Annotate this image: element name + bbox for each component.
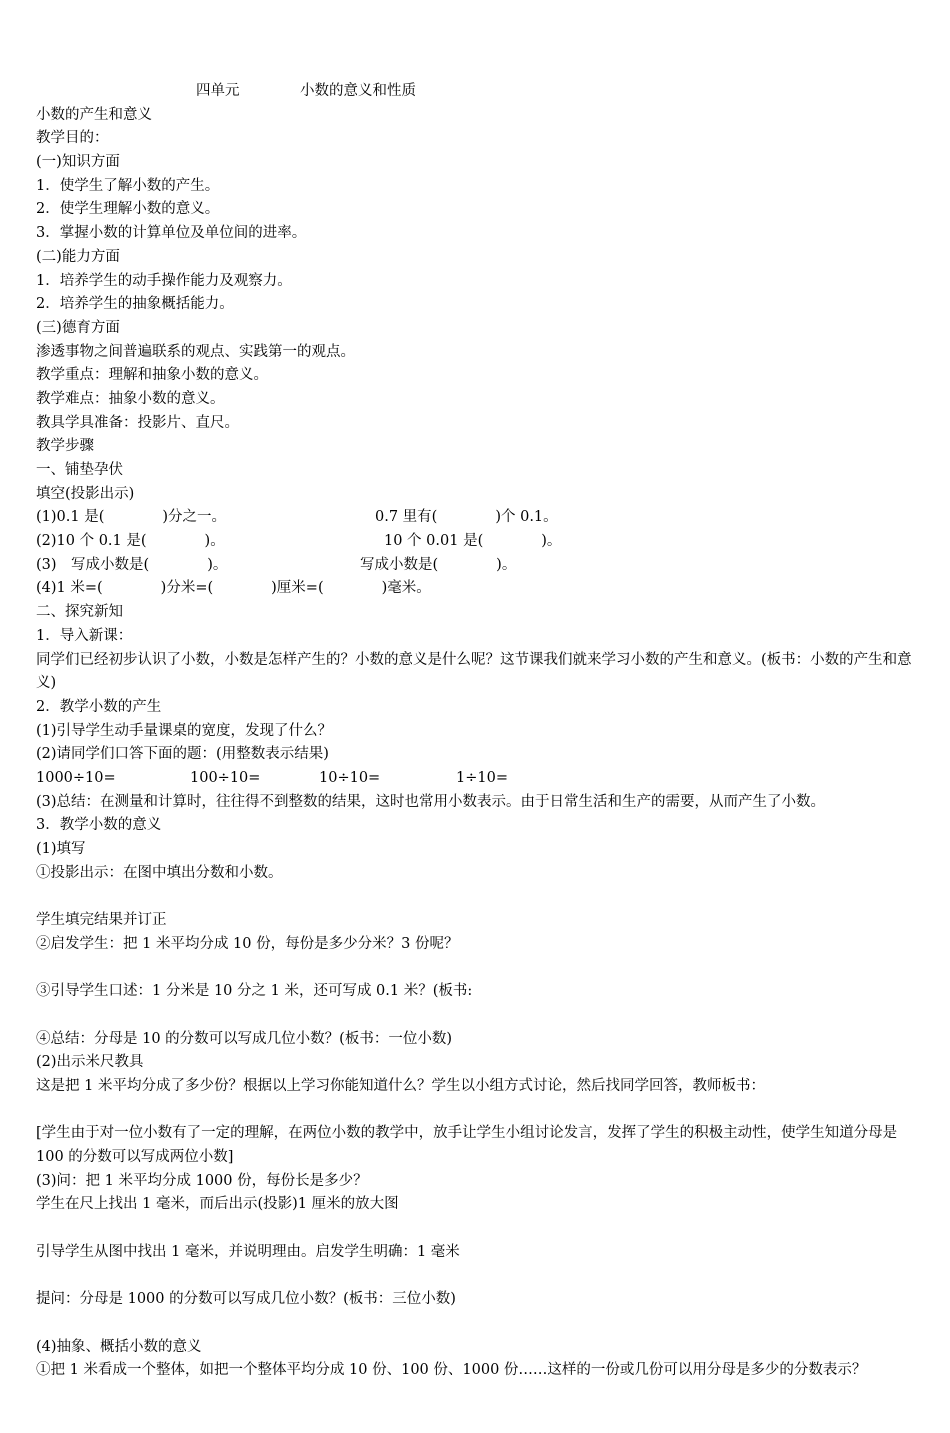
blank-line: [36, 1004, 920, 1028]
text-line: (4)抽象、概括小数的意义: [36, 1338, 202, 1355]
text-line: 学生在尺上找出 1 毫米，而后出示(投影)1 厘米的放大图: [36, 1196, 399, 1213]
text-line: 教具学具准备：投影片、直尺。: [36, 414, 239, 431]
text-line: 这是把 1 米平均分成了多少份？根据以上学习你能知道什么？学生以小组方式讨论，然后找同学回答，教师板书：: [36, 1077, 765, 1094]
title-unit: 四单元: [196, 83, 240, 99]
exercise-item: (3) 写成小数是( )。: [36, 556, 228, 573]
text-line: 1．使学生了解小数的产生。: [36, 177, 220, 194]
text-line: (二)能力方面: [36, 248, 120, 265]
text-line: ②启发学生：把 1 米平均分成 10 份，每份是多少分米？3 份呢？: [36, 935, 459, 952]
title-topic: 小数的意义和性质: [300, 83, 416, 99]
exercise-item: 0.7 里有( )个 0.1。: [375, 509, 558, 526]
text-line: 一、铺垫孕伏: [36, 462, 123, 478]
text-line: (2)请同学们口答下面的题：(用整数表示结果): [36, 746, 329, 763]
document-body: [36, 80, 920, 1383]
exercise-item: (1)0.1 是( )分之一。: [36, 509, 227, 526]
exercise-row: (4)1 米=( )分米=( )厘米=( )毫米。: [36, 580, 431, 597]
exercise-row: [36, 506, 920, 530]
calc-item: 1000÷10=: [36, 769, 116, 786]
blank-line: [36, 1099, 920, 1123]
text-line: 提问：分母是 1000 的分数可以写成几位小数？(板书：三位小数): [36, 1291, 456, 1308]
text-line: 教学重点：理解和抽象小数的意义。: [36, 367, 268, 384]
exercise-item: (2)10 个 0.1 是( )。: [36, 533, 225, 550]
text-line: 二、探究新知: [36, 604, 123, 621]
text-line: 1．培养学生的动手操作能力及观察力。: [36, 272, 292, 289]
text-line: 填空(投影出示): [36, 485, 135, 502]
text-line: 2．使学生理解小数的意义。: [36, 201, 220, 218]
text-line: 教学步骤: [36, 438, 94, 455]
calc-item: 10÷10=: [319, 769, 381, 786]
text-line: (1)填写: [36, 841, 86, 858]
section-heading: 小数的产生和意义: [36, 106, 152, 123]
blank-line: [36, 1217, 920, 1241]
page-title: [36, 80, 920, 104]
exercise-row: [36, 530, 920, 554]
text-line: (1)引导学生动手量课桌的宽度，发现了什么？: [36, 722, 333, 739]
calc-row: [36, 767, 920, 791]
text-line: 3．教学小数的意义: [36, 817, 162, 834]
blank-line: [36, 956, 920, 980]
text-line: 1．导入新课：: [36, 627, 133, 644]
text-line: (2)出示米尺教具: [36, 1054, 144, 1071]
text-line: 3．掌握小数的计算单位及单位间的进率。: [36, 225, 307, 242]
text-line: ①投影出示：在图中填出分数和小数。: [36, 864, 283, 881]
text-line: ③引导学生口述：1 分米是 10 分之 1 米，还可写成 0.1 米？(板书:: [36, 983, 473, 1000]
blank-line: [36, 1264, 920, 1288]
text-line: ④总结：分母是 10 的分数可以写成几位小数？(板书：一位小数): [36, 1030, 452, 1047]
exercise-item: 10 个 0.01 是( )。: [384, 533, 562, 550]
text-line: ①把 1 米看成一个整体，如把一个整体平均分成 10 份、100 份、1000 份……这样的一份或几份可以用分母是多少的分数表示？: [36, 1362, 867, 1379]
exercise-row: [36, 554, 920, 578]
paragraph: 同学们已经初步认识了小数，小数是怎样产生的？小数的意义是什么呢？这节课我们就来学习小数的产生和意义。(板书：小数的产生和意义): [36, 651, 912, 692]
blank-line: [36, 1312, 920, 1336]
paragraph: [学生由于对一位小数有了一定的理解，在两位小数的教学中，放手让学生小组讨论发言，发挥了学生的积极主动性，使学生知道分母是 100 的分数可以写成两位小数]: [36, 1125, 898, 1165]
text-line: 渗透事物之间普遍联系的观点、实践第一的观点。: [36, 343, 355, 360]
text-line: 教学难点：抽象小数的意义。: [36, 390, 225, 407]
exercise-item: 写成小数是( )。: [360, 556, 517, 573]
text-line: (3)问：把 1 米平均分成 1000 份，每份长是多少？: [36, 1172, 368, 1189]
text-line: 引导学生从图中找出 1 毫米，并说明理由。启发学生明确：1 毫米: [36, 1243, 460, 1260]
text-line: (一)知识方面: [36, 154, 120, 171]
text-line: (三)德育方面: [36, 319, 120, 336]
calc-item: 1÷10=: [456, 769, 508, 786]
blank-line: [36, 885, 920, 909]
text-line: 2．培养学生的抽象概括能力。: [36, 296, 234, 313]
calc-item: 100÷10=: [190, 769, 261, 786]
text-line: 2．教学小数的产生: [36, 698, 162, 715]
text-line: 学生填完结果并订正: [36, 912, 167, 929]
text-line: 教学目的：: [36, 130, 109, 147]
text-line: (3)总结：在测量和计算时，往往得不到整数的结果，这时也常用小数表示。由于日常生活和生产的需要，从而产生了小数。: [36, 793, 826, 810]
